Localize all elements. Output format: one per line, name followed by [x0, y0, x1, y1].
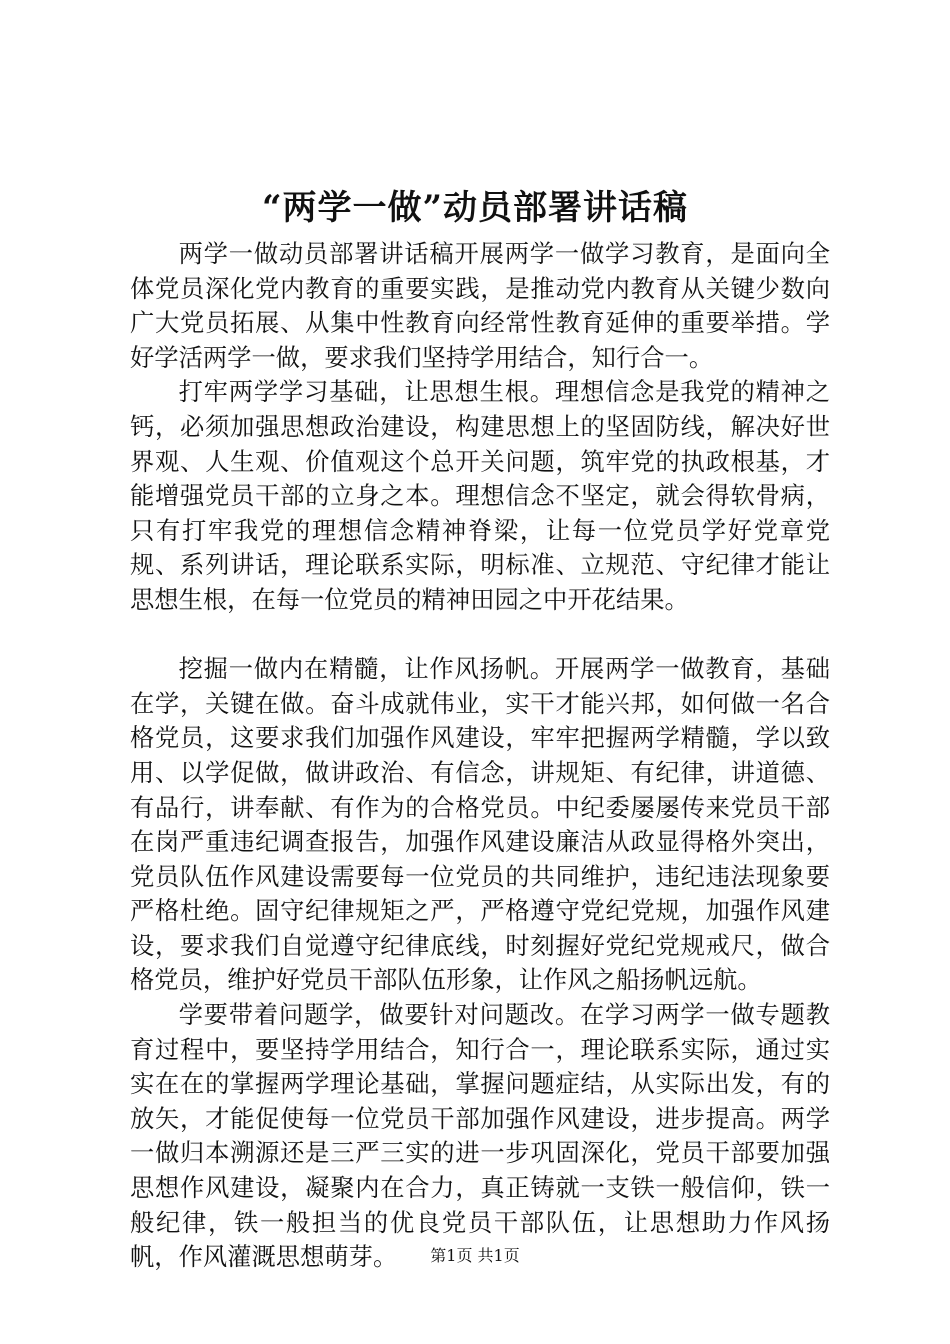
paragraph-problems: 学要带着问题学，做要针对问题改。在学习两学一做专题教育过程中，要坚持学用结合，知行合一，理论联系实际，通过实实在在的掌握两学理论基础，掌握问题症结，从实际出发，有的放矢，才能促使每一位党员干部加强作风建设，进步提高。两学一做归本溯源还是三严三实的进一步巩固深化，党员干部要加强思想作风建设，凝聚内在合力，真正铸就一支铁一般信仰，铁一般纪律，铁一般担当的优良党员干部队伍，让思想助力作风扬帆，作风灌溉思想萌芽。	[130, 1000, 830, 1272]
paragraph-work-style: 挖掘一做内在精髓，让作风扬帆。开展两学一做教育，基础在学，关键在做。奋斗成就伟业，实干才能兴邦，如何做一名合格党员，这要求我们加强作风建设，牢牢把握两学精髓，学以致用、以学促做，做讲政治、有信念，讲规矩、有纪律，讲道德、有品行，讲奉献、有作为的合格党员。中纪委屡屡传来党员干部在岗严重违纪调查报告，加强作风建设廉洁从政显得格外突出，党员队伍作风建设需要每一位党员的共同维护，违纪违法现象要严格杜绝。固守纪律规矩之严，严格遵守党纪党规，加强作风建设，要求我们自觉遵守纪律底线，时刻握好党纪党规戒尺，做合格党员，维护好党员干部队伍形象，让作风之船扬帆远航。	[130, 654, 830, 995]
page-footer: 第1页 共1页	[430, 1246, 520, 1265]
paragraph-intro: 两学一做动员部署讲话稿开展两学一做学习教育，是面向全体党员深化党内教育的重要实践，是推动党内教育从关键少数向广大党员拓展、从集中性教育向经常性教育延伸的重要举措。学好学活两学一做，要求我们坚持学用结合，知行合一。	[130, 239, 830, 372]
document-title: “两学一做”动员部署讲话稿	[261, 188, 689, 228]
paragraph-study-foundation: 打牢两学学习基础，让思想生根。理想信念是我党的精神之钙，必须加强思想政治建设，构建思想上的坚固防线，解决好世界观、人生观、价值观这个总开关问题，筑牢党的执政根基，才能增强党员干部的立身之本。理想信念不坚定，就会得软骨病，只有打牢我党的理想信念精神脊梁，让每一位党员学好党章党规、系列讲话，理论联系实际，明标准、立规范、守纪律才能让思想生根，在每一位党员的精神田园之中开花结果。	[130, 377, 830, 614]
document-body	[130, 237, 830, 1275]
